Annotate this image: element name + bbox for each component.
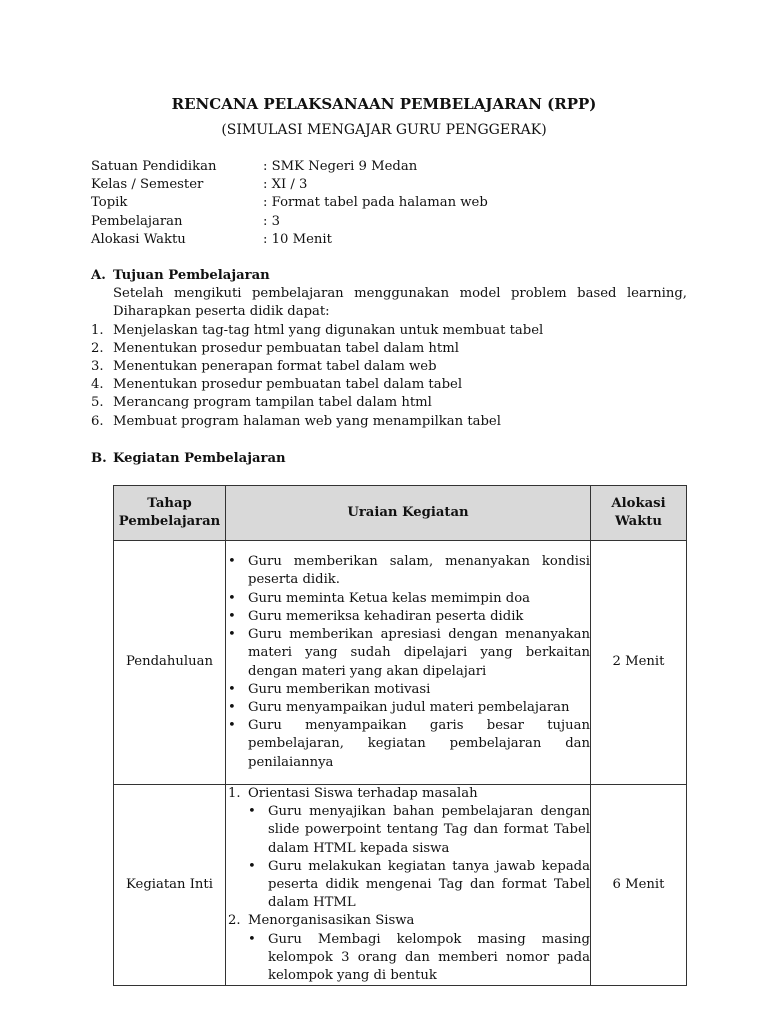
objectives-intro bbox=[113, 285, 687, 321]
list-item bbox=[226, 717, 590, 772]
identity-value: : SMK Negeri 9 Medan bbox=[263, 159, 418, 174]
step-heading bbox=[226, 785, 590, 803]
section-title: Tujuan Pembelajaran bbox=[113, 268, 270, 283]
item-text: Guru menyampaikan judul materi pembelajaran bbox=[248, 699, 570, 715]
section-heading bbox=[91, 267, 687, 285]
time-cell: 6 Menit bbox=[591, 785, 687, 986]
objectives-list bbox=[91, 322, 687, 431]
bullet-icon: • bbox=[228, 554, 236, 570]
bullet-icon: • bbox=[228, 718, 236, 734]
description-cell bbox=[226, 785, 591, 986]
bullet-icon: • bbox=[228, 627, 236, 643]
item-text: Guru menyampaikan garis besar tujuan pembelajaran, kegiatan pembelajaran dan penilaiannya bbox=[248, 718, 590, 770]
intro-text: Setelah mengikuti pembelajaran menggunakan model problem based learning, Diharapkan peserta didik dapat: bbox=[113, 286, 687, 320]
list-item bbox=[226, 608, 590, 626]
identity-label: Alokasi Waktu bbox=[91, 231, 186, 247]
item-number: 3. bbox=[91, 359, 104, 375]
step-number: 1. bbox=[228, 786, 241, 801]
list-item bbox=[91, 394, 687, 412]
identity-row bbox=[91, 194, 691, 212]
activities-table bbox=[113, 485, 687, 986]
list-item bbox=[246, 858, 590, 913]
identity-label: Topik bbox=[91, 195, 128, 211]
stage-cell: Kegiatan Inti bbox=[114, 785, 226, 986]
item-number: 1. bbox=[91, 322, 104, 338]
section-title: Kegiatan Pembelajaran bbox=[113, 451, 286, 466]
item-number: 6. bbox=[91, 413, 104, 429]
list-item bbox=[91, 322, 687, 340]
bullet-icon: • bbox=[228, 681, 236, 697]
bullet-icon: • bbox=[228, 699, 236, 715]
item-text: Guru memberikan apresiasi dengan menanyakan materi yang sudah dipelajari yang berkaitan dengan materi yang akan dipelajari bbox=[248, 627, 590, 679]
item-number: 5. bbox=[91, 395, 104, 411]
step-item bbox=[226, 785, 590, 912]
bullet-icon: • bbox=[228, 590, 236, 606]
step-title: Orientasi Siswa terhadap masalah bbox=[248, 786, 478, 801]
section-heading bbox=[91, 450, 687, 468]
list-item bbox=[226, 590, 590, 608]
list-item bbox=[91, 358, 687, 376]
list-item bbox=[91, 376, 687, 394]
bullet-icon: • bbox=[248, 931, 256, 947]
identity-value: : 10 Menit bbox=[263, 231, 332, 247]
step-heading bbox=[226, 912, 590, 930]
identity-label: Satuan Pendidikan bbox=[91, 159, 217, 174]
section-learning-activities bbox=[91, 450, 687, 468]
item-text: Guru memberikan motivasi bbox=[248, 681, 431, 697]
list-item bbox=[91, 340, 687, 358]
identity-row bbox=[91, 213, 691, 231]
item-text: Guru Membagi kelompok masing masing kelompok 3 orang dan memberi nomor pada kelompok yang di bentuk bbox=[268, 931, 590, 984]
time-cell: 2 Menit bbox=[591, 541, 687, 785]
item-text: Guru memberikan salam, menanyakan kondisi peserta didik. bbox=[248, 554, 590, 588]
item-text: Guru memeriksa kehadiran peserta didik bbox=[248, 608, 524, 624]
item-text: Merancang program tampilan tabel dalam html bbox=[113, 395, 432, 411]
item-text: Guru melakukan kegiatan tanya jawab kepada peserta didik mengenai Tag dan format Tabel dalam HTML bbox=[268, 858, 590, 911]
item-text: Guru meminta Ketua kelas memimpin doa bbox=[248, 590, 531, 606]
document-title: RENCANA PELAKSANAAN PEMBELAJARAN (RPP) bbox=[171, 95, 597, 113]
item-number: 2. bbox=[91, 340, 104, 356]
section-learning-objectives bbox=[91, 267, 687, 431]
step-number: 2. bbox=[228, 913, 241, 929]
bullet-icon: • bbox=[228, 608, 236, 624]
item-text: Guru menyajikan bahan pembelajaran dengan slide powerpoint tentang Tag dan format Tabel dalam HTML kepada siswa bbox=[268, 804, 590, 856]
identity-label: Pembelajaran bbox=[91, 213, 183, 229]
section-letter: A. bbox=[91, 268, 106, 283]
step-list bbox=[226, 785, 590, 985]
table-row bbox=[114, 785, 687, 986]
identity-row bbox=[91, 231, 691, 249]
bullet-icon: • bbox=[248, 804, 256, 820]
identity-label: Kelas / Semester bbox=[91, 177, 204, 193]
identity-value: : Format tabel pada halaman web bbox=[263, 195, 488, 211]
item-text: Menentukan prosedur pembuatan tabel dalam tabel bbox=[113, 377, 463, 393]
step-title: Menorganisasikan Siswa bbox=[248, 913, 415, 929]
list-item bbox=[226, 681, 590, 699]
item-text: Menentukan penerapan format tabel dalam web bbox=[113, 359, 437, 375]
stage-cell: Pendahuluan bbox=[114, 541, 226, 785]
list-item bbox=[246, 931, 590, 986]
header-description: Uraian Kegiatan bbox=[226, 486, 591, 541]
activity-list bbox=[226, 553, 590, 771]
step-bullets bbox=[246, 803, 590, 912]
identity-block bbox=[91, 158, 691, 249]
item-text: Menjelaskan tag-tag html yang digunakan untuk membuat tabel bbox=[113, 322, 544, 338]
list-item bbox=[226, 553, 590, 589]
header-time: Alokasi Waktu bbox=[591, 486, 687, 541]
identity-value: : 3 bbox=[263, 213, 281, 229]
list-item bbox=[226, 626, 590, 681]
item-text: Menentukan prosedur pembuatan tabel dalam html bbox=[113, 340, 459, 356]
header-stage: Tahap Pembelajaran bbox=[114, 486, 226, 541]
step-item bbox=[226, 912, 590, 985]
item-number: 4. bbox=[91, 377, 104, 393]
section-letter: B. bbox=[91, 451, 107, 466]
step-bullets bbox=[246, 931, 590, 986]
table-header-row bbox=[114, 486, 687, 541]
identity-row bbox=[91, 176, 691, 194]
bullet-icon: • bbox=[248, 858, 256, 874]
list-item bbox=[246, 803, 590, 858]
identity-value: : XI / 3 bbox=[263, 177, 308, 193]
list-item bbox=[226, 699, 590, 717]
list-item bbox=[91, 413, 687, 431]
description-cell bbox=[226, 541, 591, 785]
identity-row bbox=[91, 158, 691, 176]
table-row bbox=[114, 541, 687, 785]
item-text: Membuat program halaman web yang menampilkan tabel bbox=[113, 413, 501, 429]
document-subtitle: (SIMULASI MENGAJAR GURU PENGGERAK) bbox=[221, 122, 547, 138]
